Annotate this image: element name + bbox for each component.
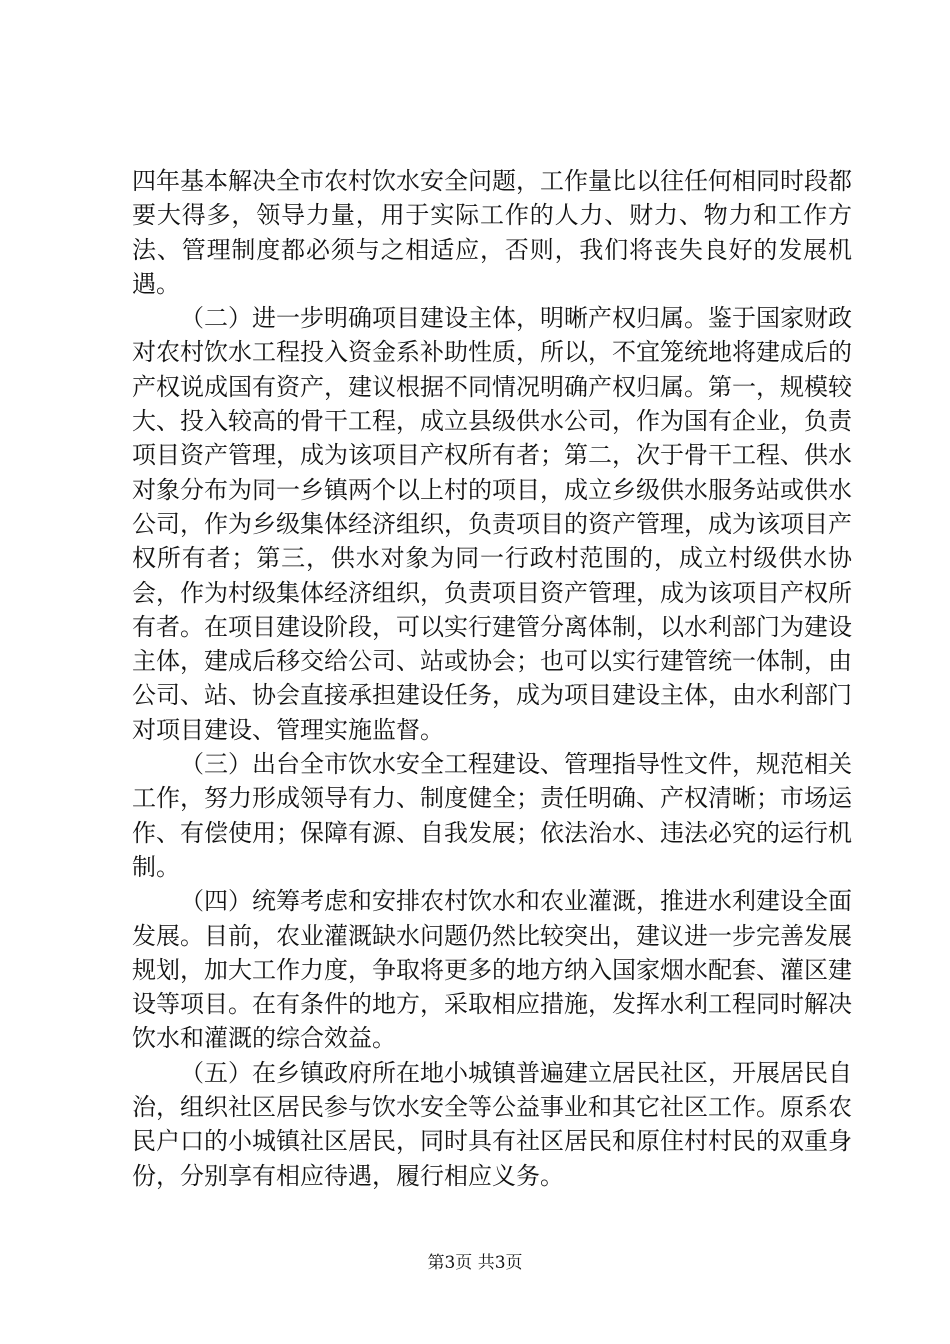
page-footer: 第3页 共3页 bbox=[427, 1253, 523, 1273]
paragraph-section-4: （四）统筹考虑和安排农村饮水和农业灌溉，推进水利建设全面发展。目前，农业灌溉缺水问题仍然比较突出，建议进一步完善发展规划，加大工作力度，争取将更多的地方纳入国家烟水配套、灌区建设等项目。在有条件的地方，采取相应措施，发挥水利工程同时解决饮水和灌溉的综合效益。 bbox=[132, 887, 852, 1053]
paragraph-continued: 四年基本解决全市农村饮水安全问题，工作量比以往任何相同时段都要大得多，领导力量，用于实际工作的人力、财力、物力和工作方法、管理制度都必须与之相适应，否则，我们将丧失良好的发展机遇。 bbox=[132, 167, 852, 298]
document-body bbox=[132, 164, 852, 1193]
paragraph-section-5: （五）在乡镇政府所在地小城镇普遍建立居民社区，开展居民自治，组织社区居民参与饮水安全等公益事业和其它社区工作。原系农民户口的小城镇社区居民，同时具有社区居民和原住村村民的双重身份，分别享有相应待遇，履行相应义务。 bbox=[132, 1058, 852, 1190]
paragraph-section-3: （三）出台全市饮水安全工程建设、管理指导性文件，规范相关工作，努力形成领导有力、制度健全；责任明确、产权清晰；市场运作、有偿使用；保障有源、自我发展；依法治水、违法必究的运行机制。 bbox=[132, 750, 852, 881]
paragraph-section-2: （二）进一步明确项目建设主体，明晰产权归属。鉴于国家财政对农村饮水工程投入资金系补助性质，所以，不宜笼统地将建成后的产权说成国有资产，建议根据不同情况明确产权归属。第一，规模较大、投入较高的骨干工程，成立县级供水公司，作为国有企业，负责项目资产管理，成为该项目产权所有者；第二，次于骨干工程、供水对象分布为同一乡镇两个以上村的项目，成立乡级供水服务站或供水公司，作为乡级集体经济组织，负责项目的资产管理，成为该项目产权所有者；第三，供水对象为同一行政村范围的，成立村级供水协会，作为村级集体经济组织，负责项目资产管理，成为该项目产权所有者。在项目建设阶段，可以实行建管分离体制，以水利部门为建设主体，建成后移交给公司、站或协会；也可以实行建管统一体制，由公司、站、协会直接承担建设任务，成为项目建设主体，由水利部门对项目建设、管理实施监督。 bbox=[132, 304, 852, 744]
